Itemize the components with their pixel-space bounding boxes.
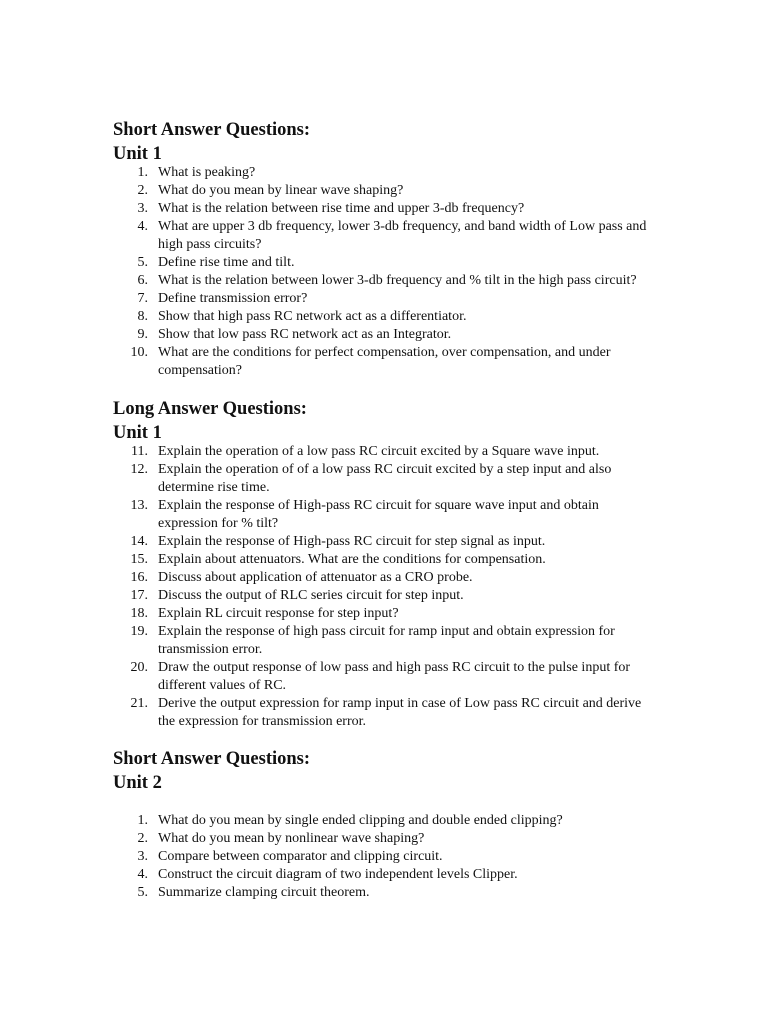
question-text: Discuss about application of attenuator as a CRO probe.: [158, 570, 473, 585]
question-item: [0, 695, 658, 731]
question-text: Explain the operation of of a low pass RC circuit excited by a step input and also determine rise time.: [158, 462, 612, 495]
section-3-unit: Unit 2: [113, 773, 162, 793]
question-number: 9.: [137, 327, 148, 342]
question-item: [0, 497, 658, 533]
question-number: 12.: [130, 462, 148, 477]
question-item: [0, 830, 658, 848]
question-number: 13.: [130, 498, 148, 513]
question-item: [0, 551, 658, 569]
question-text: Discuss the output of RLC series circuit for step input.: [158, 588, 464, 603]
section-2-unit: Unit 1: [113, 423, 162, 443]
question-item: [0, 254, 658, 272]
question-number: 5.: [137, 255, 148, 270]
question-text: Explain about attenuators. What are the conditions for compensation.: [158, 552, 546, 567]
question-number: 1.: [137, 813, 148, 828]
section-2-question-list: [0, 443, 768, 731]
question-item: [0, 308, 658, 326]
question-item: [0, 461, 658, 497]
question-item: [0, 533, 658, 551]
question-item: [0, 812, 658, 830]
question-number: 10.: [130, 345, 148, 360]
question-item: [0, 659, 658, 695]
question-number: 17.: [130, 588, 148, 603]
question-number: 11.: [131, 444, 148, 459]
question-text: Show that low pass RC network act as an Integrator.: [158, 327, 452, 342]
question-text: Summarize clamping circuit theorem.: [158, 885, 370, 900]
question-number: 2.: [137, 183, 148, 198]
question-text: Draw the output response of low pass and high pass RC circuit to the pulse input for different values of RC.: [158, 660, 631, 693]
question-text: Define rise time and tilt.: [158, 255, 295, 270]
question-number: 1.: [137, 165, 148, 180]
question-text: Explain the operation of a low pass RC circuit excited by a Square wave input.: [158, 444, 600, 459]
question-item: [0, 605, 658, 623]
question-item: [0, 200, 658, 218]
question-item: [0, 272, 658, 290]
question-text: Derive the output expression for ramp input in case of Low pass RC circuit and derive the expression for transmission error.: [158, 696, 642, 729]
question-item: [0, 326, 658, 344]
question-number: 7.: [137, 291, 148, 306]
question-text: Explain the response of High-pass RC circuit for square wave input and obtain expression for % tilt?: [158, 498, 599, 531]
question-number: 3.: [137, 201, 148, 216]
question-item: [0, 290, 658, 308]
section-1-unit: Unit 1: [113, 144, 162, 164]
question-item: [0, 866, 658, 884]
question-number: 15.: [130, 552, 148, 567]
question-text: Compare between comparator and clipping circuit.: [158, 849, 443, 864]
question-number: 18.: [130, 606, 148, 621]
question-text: Define transmission error?: [158, 291, 308, 306]
question-number: 2.: [137, 831, 148, 846]
question-text: What is the relation between lower 3-db frequency and % tilt in the high pass circuit?: [158, 273, 637, 288]
question-item: [0, 344, 658, 380]
question-text: Construct the circuit diagram of two independent levels Clipper.: [158, 867, 518, 882]
question-item: [0, 848, 658, 866]
question-number: 20.: [130, 660, 148, 675]
question-text: What do you mean by single ended clipping and double ended clipping?: [158, 813, 563, 828]
section-1-title: Short Answer Questions:: [113, 120, 311, 140]
question-item: [0, 587, 658, 605]
question-number: 14.: [130, 534, 148, 549]
question-number: 8.: [137, 309, 148, 324]
question-text: What are upper 3 db frequency, lower 3-db frequency, and band width of Low pass and high pass circuits?: [158, 219, 647, 252]
question-item: [0, 218, 658, 254]
question-number: 19.: [130, 624, 148, 639]
question-item: [0, 443, 658, 461]
question-text: Explain the response of high pass circuit for ramp input and obtain expression for transmission error.: [158, 624, 615, 657]
section-2-title: Long Answer Questions:: [113, 399, 307, 419]
section-3-title: Short Answer Questions:: [113, 749, 311, 769]
question-item: [0, 884, 658, 902]
question-number: 16.: [130, 570, 148, 585]
question-text: What are the conditions for perfect compensation, over compensation, and under compensation?: [158, 345, 611, 378]
question-text: What do you mean by linear wave shaping?: [158, 183, 404, 198]
question-item: [0, 164, 658, 182]
question-number: 4.: [137, 219, 148, 234]
question-text: What do you mean by nonlinear wave shaping?: [158, 831, 425, 846]
question-text: What is the relation between rise time and upper 3-db frequency?: [158, 201, 525, 216]
question-number: 4.: [137, 867, 148, 882]
question-text: What is peaking?: [158, 165, 256, 180]
question-text: Explain RL circuit response for step input?: [158, 606, 399, 621]
question-item: [0, 569, 658, 587]
question-text: Explain the response of High-pass RC circuit for step signal as input.: [158, 534, 546, 549]
question-item: [0, 182, 658, 200]
question-text: Show that high pass RC network act as a differentiator.: [158, 309, 467, 324]
question-number: 3.: [137, 849, 148, 864]
section-1-question-list: [0, 164, 768, 380]
question-number: 21.: [130, 696, 148, 711]
question-number: 6.: [137, 273, 148, 288]
question-number: 5.: [137, 885, 148, 900]
question-item: [0, 623, 658, 659]
section-3-question-list: [0, 812, 768, 902]
